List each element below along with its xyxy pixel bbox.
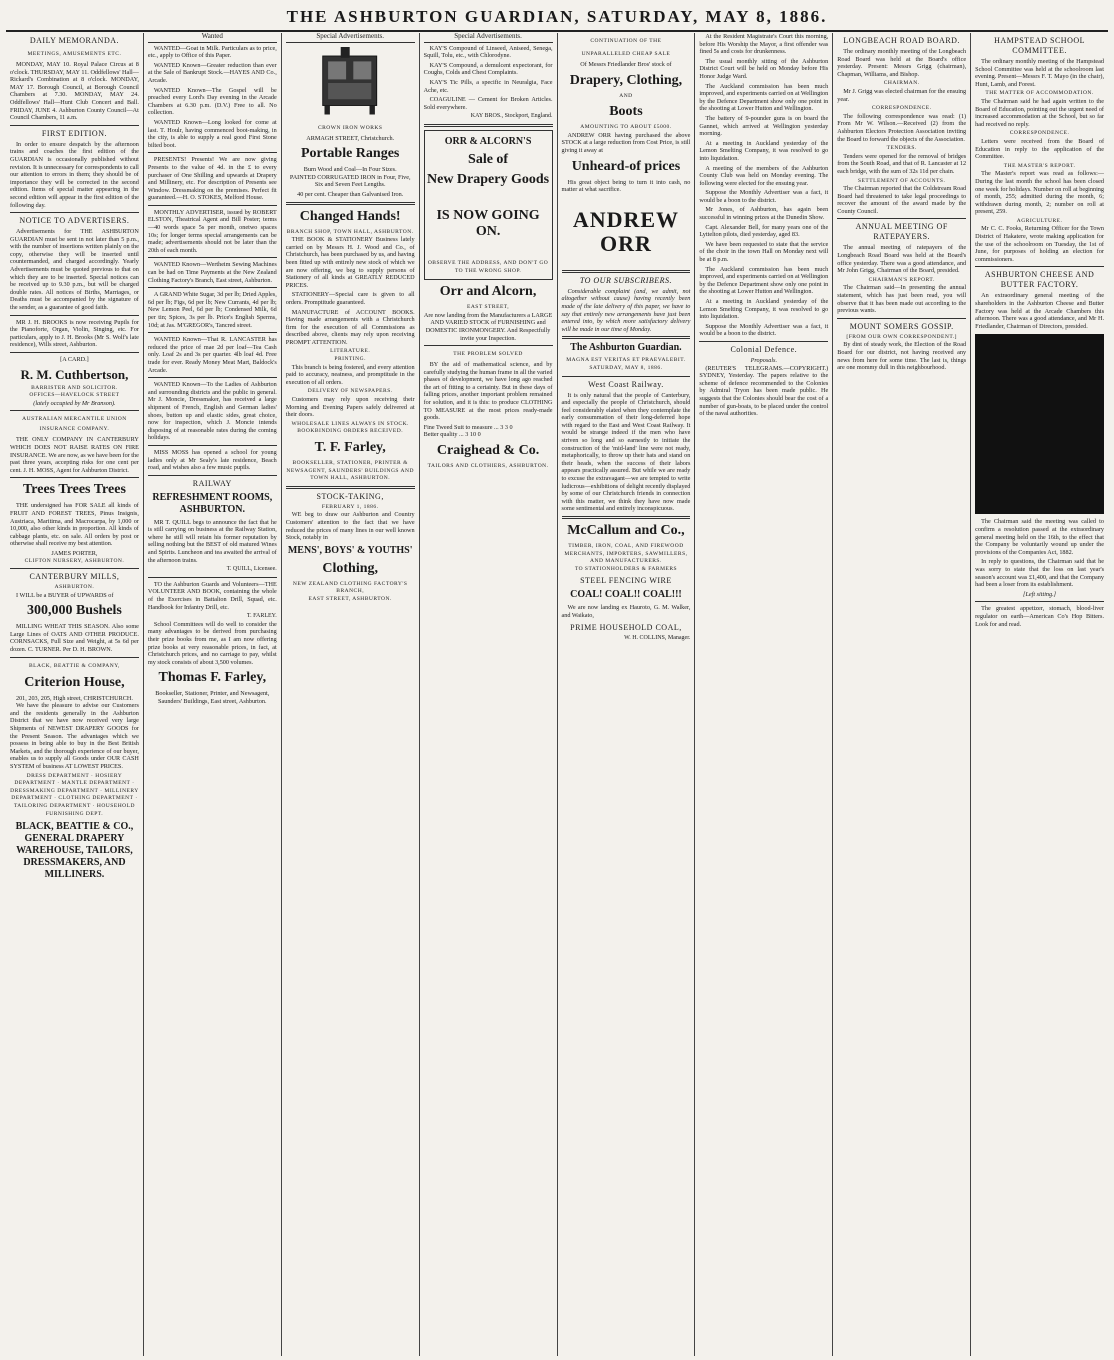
coal-title: COAL! COAL!! COAL!!! xyxy=(570,589,682,601)
sugar-ad: A GRAND White Sugar, 3d per lb; Dried Apples, 6d per lb; Figs, 6d per lb; New Currants, 4d per lb; New Lemon Peel, 6d per lb; Condensed Milk, 6d per tin; Spices, 3s per lb. Price's English Sperms, 10d; at Jas. M'GREGOR's, Tancred street. xyxy=(147,291,277,329)
nz-factory-address: EAST STREET, ASHBURTON. xyxy=(308,595,392,602)
defence-subtitle: Proposals. xyxy=(750,356,778,364)
divider xyxy=(562,270,691,273)
notice-title: NOTICE TO ADVERTISERS. xyxy=(19,216,130,226)
news-item-2-repeat: At a meeting in Auckland yesterday of the Lemon Smelting Company, it was resolved to go into liquidation. xyxy=(699,298,829,321)
stock-taking-title: STOCK-TAKING, xyxy=(316,491,384,501)
ladies-ad: WANTED Known—To the Ladies of Ashburton and surrounding districts and the public in general. Mr J. Moncie, Dressmaker, has received a large shipment of French, English and German ladies' shoes, button up and elastic sides, great choice, now for inspection, which J. Moncie intends disposing of at reasonable rates during the coming holidays. xyxy=(147,381,277,442)
porter-name: JAMES PORTER, xyxy=(51,549,98,557)
news-item-7: Suppose the Monthly Advertiser was a fact, it would be a boon to the district. xyxy=(699,189,829,204)
presents-ad: PRESENTS! Presents! We are now giving Presents to the value of 4d. in the £ to every purchaser of One Shilling and upwards at Drapery and Millinery, etc. For description of Presents see Window. Dressmaking on the premises. Perfect fit guaranteed.—H. O. STOKES, Melford House. xyxy=(147,156,277,202)
news-item-1-repeat: The Auckland commission has been much improved, and experiments carried on at Wellington by the Defence Department show only one point in the shooting at Lower Hutton and Wellington. xyxy=(699,265,829,296)
unheard-body: His great object being to turn it into cash, no matter at what sacrifice. xyxy=(561,178,691,194)
changed-hands-title: Changed Hands! xyxy=(299,208,401,224)
first-edition-title: FIRST EDITION. xyxy=(41,128,107,138)
stationery-line: STATIONERY—Special care is given to all orders. Promptitude guaranteed. xyxy=(285,291,415,306)
mccallum-name: McCallum and Co., xyxy=(567,523,685,538)
kays-ad-2: KAY'S Compound, a demulcent expectorant, for Coughs, Colds and Chest Complaints. xyxy=(423,61,553,77)
mount-somers-title: MOUNT SOMERS GOSSIP. xyxy=(849,321,954,331)
divider xyxy=(10,657,139,658)
divider xyxy=(10,568,139,569)
news-item-6: A meeting of the members of the Ashburton County Club was held on Monday evening. The following were elected for the ensuing year. xyxy=(699,164,829,187)
agriculture-body: Mr C. C. Fooks, Returning Officer for the Town District of Hakatere, wrote making application for the use of the schoolroom on Tuesday, the 1st of June, for purposes of holding an election for commissioners. xyxy=(975,225,1104,263)
special-ads-title: Special Advertisements. xyxy=(286,33,415,43)
unheard-of-prices: Unheard-of prices xyxy=(571,158,681,174)
orr-alcorn-title: ORR & ALCORN'S xyxy=(444,135,532,147)
problem-body: BY the aid of mathematical science, and by carefully studying the human frame in all the varied phases of development, we have long ago reached the art of fitting to a certainty. But in these days of falling prices, another important problem remained for solution, and it is this: to produce CLOTHING TO MEASURE at the most prices ready-made goods. xyxy=(423,361,553,422)
kays-ad-3: KAY'S Tic Pills, a specific in Neuralgia, Face Ache, etc. xyxy=(423,78,553,94)
mount-somers-sub: [FROM OUR OWN CORRESPONDENT.] xyxy=(846,333,958,340)
sale-of: Sale of xyxy=(468,151,509,167)
amp-body: THE ONLY COMPANY IN CANTERBURY WHICH DOES NOT RAISE RATES ON FIRE INSURANCE. We are now, as we have been for the past three years, accepting risks for one cent per cent. J. H. MOSS, Agent for Ashburton District. xyxy=(10,436,139,474)
collins-signature: W. H. COLLINS, Manager. xyxy=(624,634,691,641)
ranges-body: Burn Wood and Coal—In Four Sizes. xyxy=(303,166,397,174)
paper-title: The Ashburton Guardian. xyxy=(570,342,682,354)
cheese-factory-title: ASHBURTON CHEESE AND BUTTER FACTORY. xyxy=(984,270,1095,290)
coal-body: We are now landing ex Hauroto, G. M. Walker, and Waikato, xyxy=(561,604,691,619)
craighead-role: TAILORS AND CLOTHIERS, ASHBURTON. xyxy=(427,463,549,470)
corrugated-ad: PAINTED CORRUGATED IRON in Four, Five, Six and Seven Feet Lengths. xyxy=(289,173,411,189)
beattie-footer: BLACK, BEATTIE & CO., GENERAL DRAPERY WAREHOUSE, TAILORS, DRESSMAKERS, AND MILLINERS. xyxy=(15,821,134,881)
criterion-address: 201, 203, 205, High street, CHRISTCHURCH. xyxy=(15,694,133,702)
divider xyxy=(975,266,1104,267)
boots-title: Boots xyxy=(609,104,643,120)
price-line-1: Fine Tweed Suit to measure ... 3 3 0 xyxy=(423,423,513,431)
column-6 xyxy=(695,33,833,1356)
divider xyxy=(10,125,139,126)
literature-heading: LITERATURE. xyxy=(330,348,371,355)
divider xyxy=(562,376,691,377)
railway-subtitle: REFRESHMENT ROOMS, ASHBURTON. xyxy=(152,491,273,515)
mccallum-role: TIMBER, IRON, COAL, AND FIREWOOD MERCHANTS, IMPORTERS, SAWMILLERS, AND MANUFACTURERS. xyxy=(564,543,688,565)
divider xyxy=(10,477,139,478)
longbeach-body: The ordinary monthly meeting of the Longbeach Road Board was held at the Board's office yesterday. Present: Messrs Grigg (chairman), Chapman, Williams, and Bishop. xyxy=(837,48,967,78)
paper-motto: MAGNA EST VERITAS ET PRAEVALEBIT. xyxy=(566,357,686,364)
settlement-body: The Chairman reported that the Coldstream Road Board had threatened to take legal proceedings to recover the amount of the award made by the County Council. xyxy=(837,185,967,215)
wertheim-ad: WANTED Known—Wertheim Sewing Machines can be had on Time Payments at the New Zealand Clothing Factory's Branch, East street, Ashburton. xyxy=(147,261,277,284)
correspondence-heading: CORRESPONDENCE. xyxy=(871,105,932,112)
branch-shop: BRANCH SHOP, TOWN HALL, ASHBURTON. xyxy=(286,228,414,235)
farley-name: Thomas F. Farley, xyxy=(158,670,267,686)
divider xyxy=(562,336,691,339)
mills-bushels: 300,000 Bushels xyxy=(26,603,122,619)
divider xyxy=(286,486,415,489)
cuthbertson-address: OFFICES—HAVELOCK STREET xyxy=(29,392,120,399)
tenders-heading: TENDERS. xyxy=(886,145,917,152)
printing-heading: PRINTING. xyxy=(334,356,366,363)
divider xyxy=(148,257,277,258)
manufacture-line: MANUFACTURE of ACCOUNT BOOKS. Having made arrangements with a Christchurch firm for the execution of all Commissions as described above, clients may rely upon receiving PROMPT ATTENTION. xyxy=(285,308,415,346)
orr-alcorn-box xyxy=(424,130,553,280)
column-7 xyxy=(833,33,971,1356)
divider xyxy=(10,410,139,411)
divider xyxy=(424,345,553,346)
fencing-wire: STEEL FENCING WIRE xyxy=(580,576,672,586)
column-4 xyxy=(420,33,558,1356)
moss-ad: MISS MOSS has opened a school for young ladies only at Mr Sealy's late residence, Beach road, and wishes also a few music pupils. xyxy=(147,448,277,472)
wanted-ad-4: WANTED Known—Long looked for come at last. T. Houlr, having commenced boot-making, in the city, is able to supply a real good First Stone bilted boot. xyxy=(147,118,277,149)
agriculture-heading: AGRICULTURE. xyxy=(1016,217,1063,224)
farley2-name: T. F. Farley, xyxy=(314,440,386,455)
divider xyxy=(10,315,139,316)
hampstead-body: The ordinary monthly meeting of the Hampstead School Committee was held at the schoolroom last evening. Present—Messrs F. T. Mayo (in the chair), Hunt, Lamb, and Forest. xyxy=(975,58,1104,88)
longbeach-title: LONGBEACH ROAD BOARD. xyxy=(843,36,960,45)
cheese-factory-body-2: The Chairman said the meeting was called to confirm a resolution passed at the extraordinary general meeting held on the 16th, to the effect that the Company be voluntarily wound up under the provisions of the Companies Act, 1882. xyxy=(975,518,1104,556)
divider xyxy=(148,577,277,578)
west-coast-body: It is only natural that the people of Canterbury, and especially the people of Christchurch, should feel considerably elated when they contemplate the early consummation of their long-deferred hope with regard to the East and West Coast Railway. It would be strange indeed if the men who have striven so long and so earnestly to initiate the construction of the 'mid-land' line were not ready, metaphorically, to throw up their hats and stand on their heads, when the success of their labors appears practically assured. But while we are ready to excuse the extravagant—we are tempted to write ludicrous—exhibitions of delight recently displayed by some of our Christchurch friends in connection with this matter, we think they have now made some sentimental and entirely inconspicuous. xyxy=(561,391,691,513)
wanted-ad-1: WANTED—Goat in Milk. Particulars as to price, etc., apply to Office of this Paper. xyxy=(147,44,277,60)
divider xyxy=(148,205,277,206)
railway-body: MR T. QUILL begs to announce the fact that he is still carrying on business at the Railway Station, where he still will retain his former reputation by selling nothing but the BEST of old matured Wines and Spirits. Luncheon and tea awaited the arrival of the afternoon trains. xyxy=(147,518,277,564)
tenders-body: Tenders were opened for the removal of bridges from the South Road, and that of R. Lancaster at 12 each bridge, with the sum of 32s 11d per chain. xyxy=(837,152,967,175)
master-report-body: The Master's report was read as follows:—During the last month the school has been closed one week for holidays. Number on roll at beginning of month, 255; admitted during the month, 6; withdrawn during month, 2; number on roll at present, 259. xyxy=(975,170,1104,216)
news-item-5: At a meeting in Auckland yesterday of the Lemon Smelting Company, it was resolved to go into liquidation. xyxy=(699,139,829,162)
nz-factory-title: NEW ZEALAND CLOTHING FACTORY'S BRANCH, xyxy=(292,580,408,595)
stock-mens: MENS', BOYS' & YOUTHS' xyxy=(287,544,413,556)
defence-title: Colonial Defence. xyxy=(730,344,798,354)
coaguline-ad: COAGULINE — Cement for Broken Articles. Sold everywhere. xyxy=(423,96,553,111)
cuthbertson-role: BARRISTER AND SOLICITOR. xyxy=(31,384,118,391)
porter-address: CLIFTON NURSERY, ASHBURTON. xyxy=(24,557,125,564)
wanted-ad-3: WANTED Known—The Gospel will be preached every Lord's Day evening in the Arcade Chambers at 6.30 p.m. (D.V.) Free to all. No collection. xyxy=(147,86,277,117)
mills-subtitle: ASHBURTON. xyxy=(54,584,95,591)
volunteer-ad: TO the Ashburton Guards and Volunteers—THE VOLUNTEER AND BOOK, containing the whole of the Exercises in Battalion Drill, Squad, etc. Handbook for Infantry Drill, etc. xyxy=(147,580,277,611)
brooks-ad: MR J. H. BROOKS is now receiving Pupils for the Pianoforte, Organ, Violin, Singing, etc. For particulars, apply to J. H. Brooks (Mr S. Wolf's late residence), Wills street, Ashburton. xyxy=(10,318,139,349)
cuthbertson-name: R. M. Cuthbertson, xyxy=(20,366,129,382)
farley2-role: BOOKSELLER, STATIONER, PRINTER & NEWSAGENT, SAUNDERS' BUILDINGS AND TOWN HALL, ASHBURTON. xyxy=(286,460,414,482)
divider xyxy=(148,332,277,333)
divider xyxy=(286,202,415,205)
prime-coal: PRIME HOUSEHOLD COAL, xyxy=(570,622,682,632)
divider xyxy=(699,341,828,342)
defence-body: (REUTER'S TELEGRAMS.—COPYRIGHT.) SYDNEY, Yesterday. The papers relative to the scheme of defence recommended to the Colonies by Admiral Tryon has been made public. He suggests that the Colonies should bear the cost of a number of gun-boats, to be placed under the control of the naval authorities. xyxy=(699,364,829,418)
quill-signature: T. QUILL, Licensee. xyxy=(226,566,277,573)
divider xyxy=(837,218,966,219)
stationholders-line: TO STATIONHOLDERS & FARMERS xyxy=(574,565,678,572)
accommodation-body: The Chairman said he had again written to the Board of Education, pointing out the urgent need of increased accommodation at the School, but so far had received no reply. xyxy=(975,97,1104,128)
bread-ad: WANTED Known—That R. LANCASTER has reduced the price of mae 2d per loaf—Tea Cash only. Loaf 2s and 3s per quarter. 4lb loaf 4d. Free trade for ever. Ready Money Meat Mart, Baldock's Arcade. xyxy=(147,336,277,374)
farley-signature: T. FARLEY. xyxy=(246,613,277,620)
annual-meeting-body: The annual meeting of ratepayers of the Longbeach Road Board was held at the Board's office yesterday. There was a good attendance, and Mr John Grigg, Chairman of the Board, presided. xyxy=(837,244,967,275)
divider xyxy=(10,212,139,213)
clothing-title: Clothing, xyxy=(322,560,378,576)
beattie-title: BLACK, BEATTIE & COMPANY, xyxy=(28,662,120,669)
subscribers-body: Considerable complaint (and, we admit, not altogether without cause) having recently been made of the late delivery of this paper, we have to say that entirely new arrangements have just been entered into, by which more satisfactory delivery will be made in our time of Monday. xyxy=(561,287,691,333)
west-coast-title: West Coast Railway. xyxy=(588,379,664,389)
new-drapery: New Drapery Goods xyxy=(427,171,550,187)
news-item-8: Mr Jones, of Ashburton, has again been successful in winning prizes at the Dunedin Show. xyxy=(699,206,829,222)
correspondence-body: The following correspondence was read: (1) From Mr W. Wilson.—Received (2) from the Ashburton Electors Protection Association inviting the Board to forward the objects of the Association. xyxy=(837,112,967,143)
mills-title: CANTERBURY MILLS, xyxy=(29,572,120,582)
mills-body-2: MILLING WHEAT THIS SEASON. Also some Large Lines of OATS AND OTHER PRODUCE. CORNSACKS, Full Size and Weight, at 5s 6d per dozen. C. TURNER. Per D. H. BROWN. xyxy=(10,623,139,654)
divider xyxy=(148,152,277,153)
problem-title: THE PROBLEM SOLVED xyxy=(453,351,523,358)
crown-title: CROWN IRON WORKS xyxy=(317,124,383,131)
divider xyxy=(148,475,277,476)
bookbinding-line: BOOKBINDING ORDERS RECEIVED. xyxy=(297,428,404,435)
wanted-title: Wanted xyxy=(148,33,277,43)
divider xyxy=(148,445,277,446)
stock-taking-body: WE beg to draw our Ashburton and Country Customers' attention to the fact that we have reduced the prices of many lines in our well known Stock, notably in xyxy=(285,511,415,542)
paper-date: SATURDAY, MAY 8, 1886. xyxy=(589,364,663,371)
column-8 xyxy=(971,33,1108,1356)
wholesale-line: WHOLESALE LINES ALWAYS IN STOCK. xyxy=(291,420,409,427)
observe-address: OBSERVE THE ADDRESS, AND DON'T GO TO THE WRONG SHOP. xyxy=(427,259,549,274)
first-edition-body: In order to ensure despatch by the afternoon trains and coaches the first edition of the GUARDIAN is occasionally published without revision. It is unnecessary for correspondents to call our attention to errors in them; they should be of importance they will be corrected in the second edition. Items of special matter appearing in the second edition will appear in the first edition of the following day. xyxy=(10,140,139,209)
chairman-report-body: The Chairman said—In presenting the annual statement, which has just been read, you will observe that it has been made out according to the previous wants. xyxy=(837,284,967,315)
printing-body: This branch is being fostered, and every attention paid to accuracy, neatness, and promptitude in the execution of all orders. xyxy=(285,363,415,386)
school-ad: School Committees will do well to consider the many advantages to be derived from purchasing their prize books from me, as I am now offering prize books at very reasonable prices, in fact, at Christchurch prices, and no carriage to pay, whilst my stock consists of about 3,500 volumes. xyxy=(147,620,277,666)
masthead: THE ASHBURTON GUARDIAN, SATURDAY, MAY 8, 1886. xyxy=(6,4,1108,32)
stock-taking-date: FEBRUARY 1, 1886. xyxy=(321,503,379,510)
left-sitting: [Left sitting.] xyxy=(1023,590,1057,598)
ranges-title: Portable Ranges xyxy=(300,146,400,162)
divider xyxy=(148,287,277,288)
news-item-2: The usual monthly sitting of the Ashburton District Court will be held on Monday before His Honor Judge Ward. xyxy=(699,57,829,80)
orr-alcorn-address: EAST STREET, xyxy=(466,304,510,311)
chairman-heading: CHAIRMAN. xyxy=(883,80,920,87)
criterion-body: We have the pleasure to advise our Customers and the residents generally in the Ashburton District that we have now received very large Shipments of NEWEST DRAPERY GOODS for the Present Season. The advantages which we possess in being able to buy in the Best British Markets, and the thorough experience of our buyer, enables us to supply all Goods under OUR CASH SYSTEM of business AT LOWEST PRICES. xyxy=(10,702,139,770)
accommodation-heading: THE MATTER OF ACCOMMODATION. xyxy=(985,90,1094,97)
crown-address: ARMAGH STREET, Christchurch. xyxy=(306,134,395,142)
price-line-2: Better quality ... 3 10 0 xyxy=(423,431,481,439)
trees-title: Trees Trees Trees xyxy=(22,482,126,498)
mills-body: I WILL be a BUYER of UPWARDS of xyxy=(16,591,114,599)
craighead-name: Craighead & Co. xyxy=(436,443,540,459)
monthly-ad: MONTHLY ADVERTISER, issued by ROBERT ELSTON, Theatrical Agent and Bill Poster; terms—40 words space 5s per month, onetwo spaces 10s; for longer terms special arrangements can be made; advertisements should not be later than the 20th of each month. xyxy=(147,208,277,254)
memo-subtitle: MEETINGS, AMUSEMENTS ETC. xyxy=(27,51,122,57)
column-5 xyxy=(558,33,696,1356)
wanted-ad-2: WANTED Known—Greater reduction than ever at the Sale of Bankrupt Stock.—HAYES AND Co., Arcade. xyxy=(147,61,277,84)
branch-body: THE BOOK & STATIONERY Business lately carried on by Messrs H. J. Wood and Co., of Christchurch, has been purchased by us, and having been fitted up with entirely new stock of which we are now offering, we beg to supply persons of Stationery of all kinds at GREATLY REDUCED PRICES. xyxy=(285,236,415,289)
corrugated-price: 40 per cent. Cheaper than Galvanised Iron. xyxy=(297,190,404,198)
divider xyxy=(837,318,966,319)
cheese-factory-body: An extraordinary general meeting of the shareholders in the Ashburton Cheese and Butter Factory was held at the Arcade Chambers this afternoon. There was a good attendance, and Mr H. Friedlander, Chairman of Directors, presided. xyxy=(975,292,1104,330)
news-item-3-repeat: Suppose the Monthly Advertiser was a fact, it would be a boon to the district. xyxy=(699,322,829,338)
news-item-4: The battery of 9-pounder guns is on board the Gannet, which arrived at Wellington yesterday morning. xyxy=(699,114,829,138)
mount-somers-body: By dint of steady work, the Election of the Road Board for our district, not having received any news from here for some time. The last is, things are one mommy dull in this neighbourhood. xyxy=(837,341,967,372)
cheese-factory-body-3: In reply to questions, the Chairman said that he was sorry to state that the loss on last year's season's account was £1,400, and that the Company had been a loser from its establishment. xyxy=(975,558,1104,589)
column-1 xyxy=(6,33,144,1356)
cuthbertson-note: (lately occupied by Mr Branson). xyxy=(33,399,116,407)
correspondence-body-2: Letters were received from the Board of Education in reply to the application of the Committee. xyxy=(975,137,1104,161)
drapery-clothing: Drapery, Clothing, xyxy=(569,72,683,88)
divider xyxy=(975,601,1104,602)
divider xyxy=(562,516,691,519)
news-item-9: Capt. Alexander Bell, for many years one of the Lyttelton pilots, died yesterday, aged 83. xyxy=(699,223,829,239)
special-ads-title-2: Special Advertisements. xyxy=(424,33,553,43)
divider xyxy=(10,352,139,353)
settlement-heading: SETTLEMENT OF ACCOUNTS. xyxy=(858,177,946,184)
continuation-title: CONTINUATION OF THE xyxy=(590,38,662,44)
amount-line: AMOUNTING TO ABOUT £5000. xyxy=(580,124,672,131)
memo-body: MONDAY, MAY 10. Royal Palace Circus at 8 o'clock. THURSDAY, MAY 11. Oddfellows' Hall—Rickard's Combination at 8 o'clock. MONDAY, MAY 17. Borough Council, at Borough Council Chambers at 7.30. MONDAY, MAY 24. Oddfellows' Hall—Hunt Club Concert and Ball. FRIDAY, JUNE 4. Ashburton County Council—At Council Chambers, 11 a.m. xyxy=(10,61,139,122)
correspondence-heading-2: CORRESPONDENCE. xyxy=(1009,130,1070,137)
amp-title: AUSTRALIAN MERCANTILE UNION INSURANCE COMPANY. xyxy=(22,416,127,433)
is-now-going-on: IS NOW GOING ON. xyxy=(436,207,540,239)
orr-alcorn-2: Orr and Alcorn, xyxy=(439,284,537,300)
column-2 xyxy=(144,33,282,1356)
news-item-3: The Auckland commission has been much improved, and experiments carried on at Wellington by the Defence Department show only one point in the shooting at Lower Hutton and Wellington. xyxy=(699,82,829,113)
trees-body: THE undersigned has FOR SALE all kinds of FRUIT AND FOREST TREES, Pinus Insignis, Austriaca, Maritima, and Macrocarpa, by 1,000 or 10,000, also other kinds in proportion. All kinds of cabbage plants, etc. on sale. All orders by post or otherwise shall receive my best attention. xyxy=(10,502,139,548)
andrew-orr-name: ANDREW ORR xyxy=(572,206,680,256)
criterion-title: Criterion House, xyxy=(24,674,125,690)
delivery-body: Customers may rely upon receiving their Morning and Evening Papers safely delivered at their doors. xyxy=(285,396,415,419)
redacted-block xyxy=(975,334,1104,514)
card-label: [A CARD.] xyxy=(60,356,89,363)
divider xyxy=(148,377,277,378)
column-3 xyxy=(282,33,420,1356)
subscribers-title: TO OUR SUBSCRIBERS. xyxy=(579,275,673,285)
chairman-body: Mr J. Grigg was elected chairman for the ensuing year. xyxy=(837,87,967,103)
orr-alcorn-body: Are now landing from the Manufacturers a LARGE AND VARIED STOCK of FURNISHING and DOMESTIC IRONMONGERY. And Respectfully invite your Inspection. xyxy=(423,311,553,342)
notice-body: Advertisements for THE ASHBURTON GUARDIAN must be sent in not later than 5 p.m., with the number of insertions written plainly on the copy, otherwise they will be inserted until countermanded, and charged accordingly. Yearly Advertisements must be quoted previous to that on which they are to be inserted. Special notices can be received up to 9.30 p.m., but will be charged double rates. All notices of Births, Marriages, or Deaths must be accompanied by the signature of the sender, as a guarantee of good faith. xyxy=(10,228,139,312)
departments: DRESS DEPARTMENT · HOSIERY DEPARTMENT · MANTLE DEPARTMENT · DRESSMAKING DEPARTMENT · MILLINERY DEPARTMENT · CLOTHING DEPARTMENT · TAILORING DEPARTMENT · HOUSEHOLD FURNISHING DEPT. xyxy=(10,772,139,817)
kay-bros: KAY BROS., Stockport, England. xyxy=(470,113,553,120)
memo-title: DAILY MEMORANDA. xyxy=(29,36,119,45)
news-item-10: We have been requested to state that the service of the choir in the town Hall on Monday next will be at 8 p.m. xyxy=(699,240,829,264)
newspaper-columns xyxy=(6,33,1108,1356)
master-report-heading: THE MASTER'S REPORT. xyxy=(1003,162,1076,169)
divider xyxy=(424,124,553,127)
farley-role: Bookseller, Stationer, Printer, and Newsagent, Saunders' Buildings, East street, Ashburton. xyxy=(155,690,270,705)
annual-meeting-title: ANNUAL MEETING OF RATEPAYERS. xyxy=(855,222,948,242)
and-word: AND xyxy=(619,92,633,99)
andrew-body: ANDREW ORR having purchased the above STOCK at a large reduction from Cost Price, is still giving it away at xyxy=(561,131,691,154)
hop-bitters-ad: The greatest appetizer, stomach, blood-liver regulator on earth—American Co's Hop Bitters. Look for and read. xyxy=(975,605,1104,628)
stove-illustration xyxy=(293,47,406,119)
hampstead-title: HAMPSTEAD SCHOOL COMMITTEE. xyxy=(994,36,1086,55)
news-item-1: At the Resident Magistrate's Court this morning, before His Worship the Mayor, a first offender was fined 5s and costs for drunkenness. xyxy=(699,33,829,56)
railway-title: RAILWAY xyxy=(192,478,232,488)
chairman-report-heading: CHAIRMAN'S REPORT. xyxy=(868,276,935,283)
continuation-body: Of Messrs Friedlander Bros' stock of xyxy=(580,61,672,68)
delivery-heading: DELIVERY OF NEWSPAPERS. xyxy=(307,388,393,395)
kays-ad-1: KAY'S Compound of Linseed, Aniseed, Senega, Squill, Tolu, etc., with Chlorodyne. xyxy=(423,44,553,60)
unparalleled-sale: UNPARALLELED CHEAP SALE xyxy=(581,51,671,57)
